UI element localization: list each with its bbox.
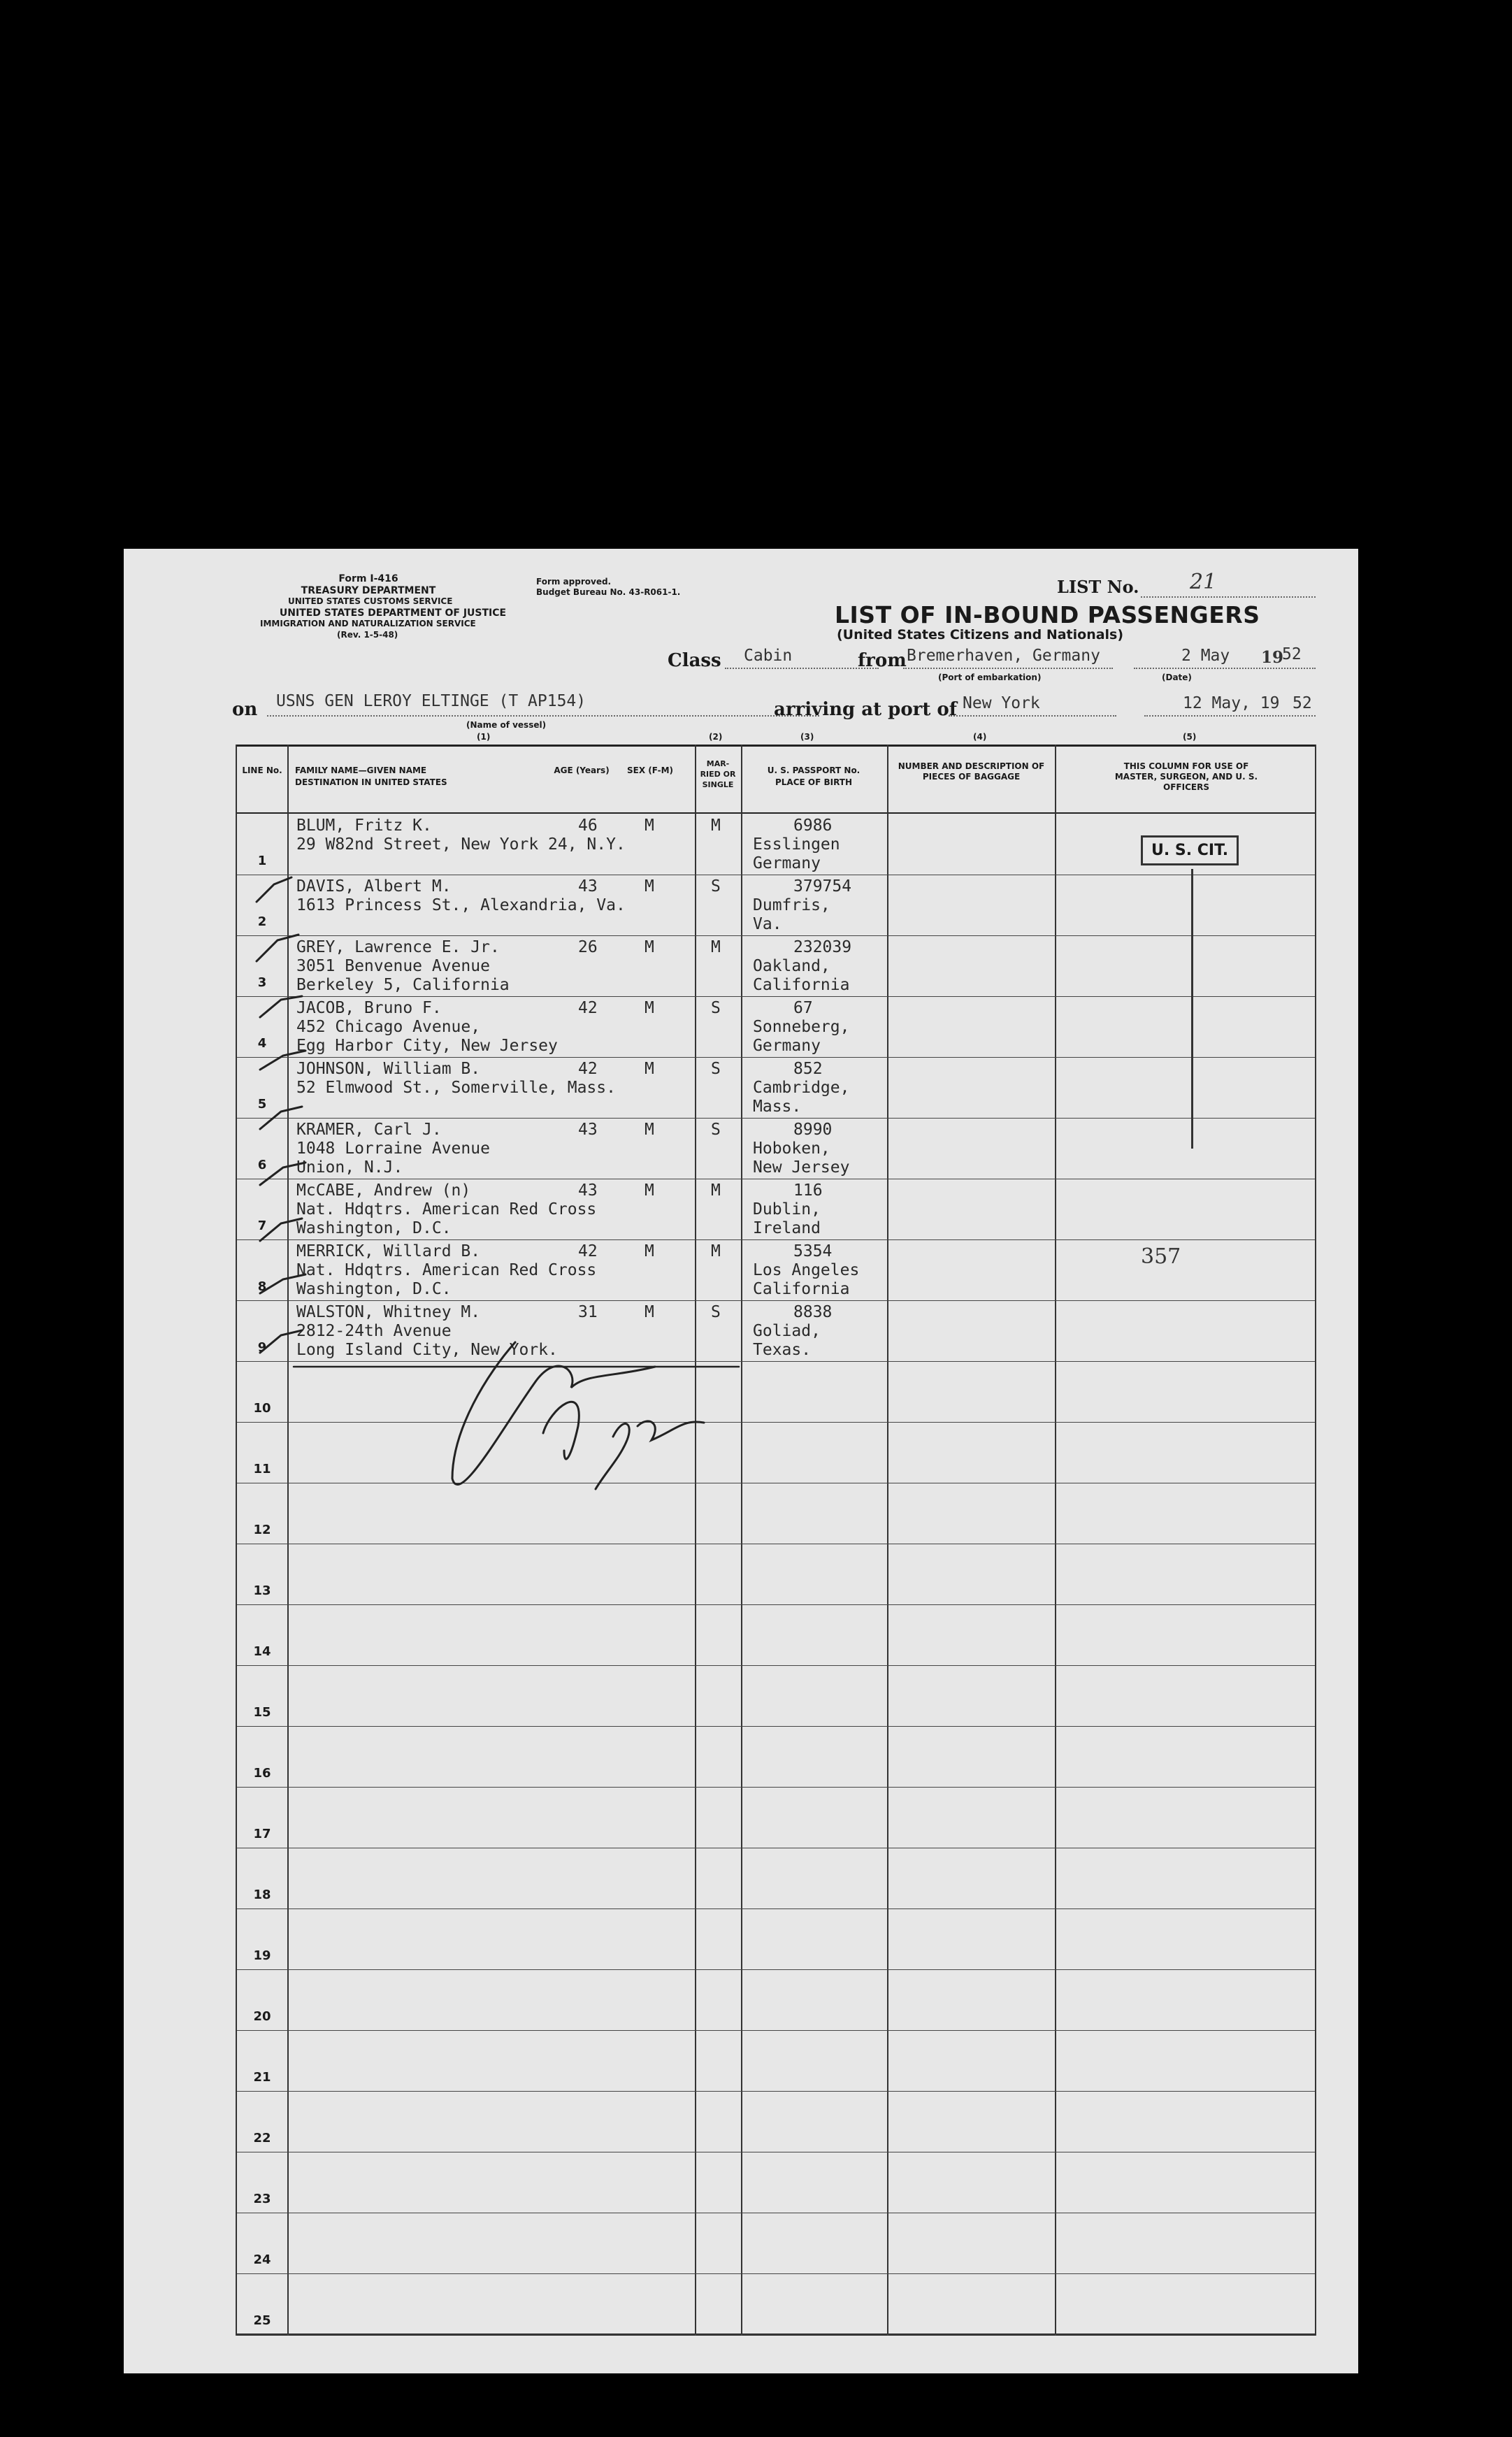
passport-number: 232039	[793, 938, 852, 956]
on-label: on	[232, 699, 258, 720]
column-header-destination: DESTINATION IN UNITED STATES	[295, 777, 447, 787]
place-of-birth: Hoboken,	[753, 1140, 830, 1158]
row-number: 16	[253, 1766, 271, 1781]
passenger-name: GREY, Lawrence E. Jr.	[296, 938, 500, 956]
passenger-sex: M	[645, 1303, 654, 1321]
passenger-name: BLUM, Fritz K.	[296, 817, 432, 835]
row-number: 24	[253, 2252, 271, 2267]
place-of-birth: Germany	[753, 1037, 821, 1055]
row-number: 5	[257, 1097, 267, 1112]
passenger-sex: M	[645, 877, 654, 896]
passenger-age: 46	[578, 817, 598, 835]
date-caption: (Date)	[1162, 673, 1192, 682]
handwritten-checkmarks	[124, 549, 1358, 2373]
place-of-birth: Sonneberg,	[753, 1018, 850, 1036]
passenger-name: JACOB, Bruno F.	[296, 999, 442, 1017]
passport-number: 8838	[793, 1303, 833, 1321]
row-number: 21	[253, 2070, 271, 2085]
place-of-birth: Texas.	[753, 1341, 812, 1359]
row-number: 4	[257, 1036, 267, 1051]
row-number: 23	[253, 2192, 271, 2206]
column-header-baggage: NUMBER AND DESCRIPTION OF PIECES OF BAGGAGE	[898, 761, 1045, 782]
port-of-embarkation: Bremerhaven, Germany	[907, 647, 1100, 665]
column-header-age: AGE (Years)	[554, 765, 610, 775]
place-of-birth: California	[753, 1280, 850, 1298]
department-of-justice: UNITED STATES DEPARTMENT OF JUSTICE	[279, 608, 507, 619]
customs-service: UNITED STATES CUSTOMS SERVICE	[288, 596, 453, 606]
place-of-birth: Dumfris,	[753, 896, 830, 914]
column-header-sex: SEX (F-M)	[627, 765, 673, 775]
passenger-age: 42	[578, 1060, 598, 1078]
passenger-name: MERRICK, Willard B.	[296, 1242, 481, 1260]
place-of-birth: Cambridge,	[753, 1079, 850, 1097]
column-header-name: FAMILY NAME—GIVEN NAME	[295, 765, 427, 775]
row-number: 22	[253, 2131, 271, 2145]
row-number: 17	[253, 1827, 271, 1841]
passenger-marital-status: M	[711, 1181, 721, 1200]
arriving-label: arriving at port of	[774, 699, 957, 720]
place-of-birth: Esslingen	[753, 835, 840, 854]
revision-date: (Rev. 1-5-48)	[337, 630, 398, 640]
treasury-department: TREASURY DEPARTMENT	[301, 585, 436, 596]
row-number: 8	[257, 1279, 267, 1294]
list-number-label: LIST No.	[1057, 577, 1139, 597]
row-number: 15	[253, 1705, 271, 1720]
column-header-passport: U. S. PASSPORT No.	[767, 765, 861, 775]
class-label: Class	[668, 650, 721, 671]
passenger-sex: M	[645, 817, 654, 835]
officer-note: 357	[1141, 1244, 1181, 1269]
passenger-age: 42	[578, 999, 598, 1017]
passenger-destination: 52 Elmwood St., Somerville, Mass.	[296, 1079, 616, 1097]
place-of-birth: Dublin,	[753, 1200, 821, 1218]
vessel-caption: (Name of vessel)	[466, 720, 547, 730]
passenger-destination: Nat. Hdqtrs. American Red Cross	[296, 1261, 597, 1279]
column-header-birthplace: PLACE OF BIRTH	[775, 777, 853, 787]
row-number: 12	[253, 1523, 271, 1537]
departure-date: 2 May	[1181, 647, 1230, 665]
passenger-destination: Washington, D.C.	[296, 1219, 452, 1237]
form-approved: Form approved.	[536, 577, 612, 587]
passenger-marital-status: S	[711, 999, 721, 1017]
row-number: 1	[257, 854, 267, 868]
passenger-destination: 3051 Benvenue Avenue	[296, 957, 490, 975]
passenger-marital-status: M	[711, 938, 721, 956]
manifest-page	[124, 549, 1358, 2373]
passenger-destination: 452 Chicago Avenue,	[296, 1018, 481, 1036]
immigration-service: IMMIGRATION AND NATURALIZATION SERVICE	[260, 619, 476, 628]
passport-number: 379754	[793, 877, 852, 896]
place-of-birth: Oakland,	[753, 957, 830, 975]
passenger-marital-status: S	[711, 877, 721, 896]
row-number: 9	[257, 1340, 267, 1355]
arrival-port: New York	[963, 694, 1040, 712]
column-number-3: (3)	[800, 732, 814, 742]
passport-number: 6986	[793, 817, 833, 835]
column-number-5: (5)	[1183, 732, 1197, 742]
passenger-name: KRAMER, Carl J.	[296, 1121, 442, 1139]
passenger-sex: M	[645, 938, 654, 956]
page-subtitle: (United States Citizens and Nationals)	[837, 627, 1124, 642]
passenger-marital-status: S	[711, 1121, 721, 1139]
arrival-date: 12 May, 19	[1183, 694, 1280, 712]
column-header-married: MAR-RIED OR SINGLE	[700, 759, 736, 789]
departure-year: 52	[1282, 645, 1302, 663]
passenger-name: DAVIS, Albert M.	[296, 877, 452, 896]
place-of-birth: Ireland	[753, 1219, 821, 1237]
row-number: 7	[257, 1218, 267, 1233]
passenger-name: WALSTON, Whitney M.	[296, 1303, 481, 1321]
place-of-birth: Los Angeles	[753, 1261, 860, 1279]
budget-bureau: Budget Bureau No. 43-R061-1.	[536, 587, 681, 597]
row-number: 6	[257, 1158, 267, 1172]
passenger-destination: 2812-24th Avenue	[296, 1322, 452, 1340]
place-of-birth: Goliad,	[753, 1322, 821, 1340]
passenger-marital-status: S	[711, 1303, 721, 1321]
passenger-destination: 1613 Princess St., Alexandria, Va.	[296, 896, 626, 914]
vessel-caption-number: (1)	[477, 732, 491, 742]
column-number-2: (2)	[709, 732, 723, 742]
row-number: 10	[253, 1401, 271, 1416]
passenger-age: 43	[578, 877, 598, 896]
passenger-age: 26	[578, 938, 598, 956]
row-number: 19	[253, 1948, 271, 1963]
row-number: 13	[253, 1583, 271, 1598]
port-of-embarkation-caption: (Port of embarkation)	[938, 673, 1042, 682]
passport-number: 5354	[793, 1242, 833, 1260]
passport-number: 116	[793, 1181, 823, 1200]
page-title: LIST OF IN-BOUND PASSENGERS	[835, 601, 1260, 628]
passenger-destination: Berkeley 5, California	[296, 976, 510, 994]
form-number: Form I-416	[338, 573, 398, 584]
column-header-officers: THIS COLUMN FOR USE OF MASTER, SURGEON, AND U. S. OFFICERS	[1114, 761, 1258, 792]
passenger-age: 43	[578, 1121, 598, 1139]
passenger-sex: M	[645, 1060, 654, 1078]
place-of-birth: Mass.	[753, 1098, 802, 1116]
from-label: from	[858, 650, 907, 671]
list-number-value: 21	[1190, 570, 1217, 594]
passport-number: 8990	[793, 1121, 833, 1139]
vessel-name: USNS GEN LEROY ELTINGE (T AP154)	[276, 692, 586, 710]
passenger-destination: Washington, D.C.	[296, 1280, 452, 1298]
place-of-birth: California	[753, 976, 850, 994]
passenger-destination: 1048 Lorraine Avenue	[296, 1140, 490, 1158]
passenger-age: 31	[578, 1303, 598, 1321]
us-citizen-stamp: U. S. CIT.	[1141, 835, 1239, 865]
arrival-year: 52	[1293, 694, 1312, 712]
place-of-birth: Germany	[753, 854, 821, 872]
passenger-destination: Long Island City, New York.	[296, 1341, 558, 1359]
row-number: 3	[257, 975, 267, 990]
place-of-birth: New Jersey	[753, 1158, 850, 1177]
place-of-birth: Va.	[753, 915, 782, 933]
passenger-marital-status: S	[711, 1060, 721, 1078]
row-number: 20	[253, 2009, 271, 2024]
passenger-sex: M	[645, 1242, 654, 1260]
passenger-marital-status: M	[711, 1242, 721, 1260]
passenger-sex: M	[645, 1181, 654, 1200]
passenger-age: 42	[578, 1242, 598, 1260]
column-number-4: (4)	[973, 732, 987, 742]
passenger-destination: Egg Harbor City, New Jersey	[296, 1037, 558, 1055]
class-value: Cabin	[744, 647, 793, 665]
departure-year-prefix: 19	[1261, 648, 1284, 667]
passenger-destination: Union, N.J.	[296, 1158, 403, 1177]
passenger-age: 43	[578, 1181, 598, 1200]
column-header-line-no: LINE No.	[242, 765, 282, 775]
passenger-sex: M	[645, 1121, 654, 1139]
passenger-sex: M	[645, 999, 654, 1017]
passenger-name: McCABE, Andrew (n)	[296, 1181, 471, 1200]
passport-number: 67	[793, 999, 813, 1017]
passenger-destination: 29 W82nd Street, New York 24, N.Y.	[296, 835, 626, 854]
row-number: 11	[253, 1462, 271, 1476]
passport-number: 852	[793, 1060, 823, 1078]
row-number: 14	[253, 1644, 271, 1659]
passenger-marital-status: M	[711, 817, 721, 835]
row-number: 18	[253, 1888, 271, 1902]
row-number: 25	[253, 2313, 271, 2328]
row-number: 2	[257, 914, 267, 929]
passenger-name: JOHNSON, William B.	[296, 1060, 481, 1078]
passenger-destination: Nat. Hdqtrs. American Red Cross	[296, 1200, 597, 1218]
